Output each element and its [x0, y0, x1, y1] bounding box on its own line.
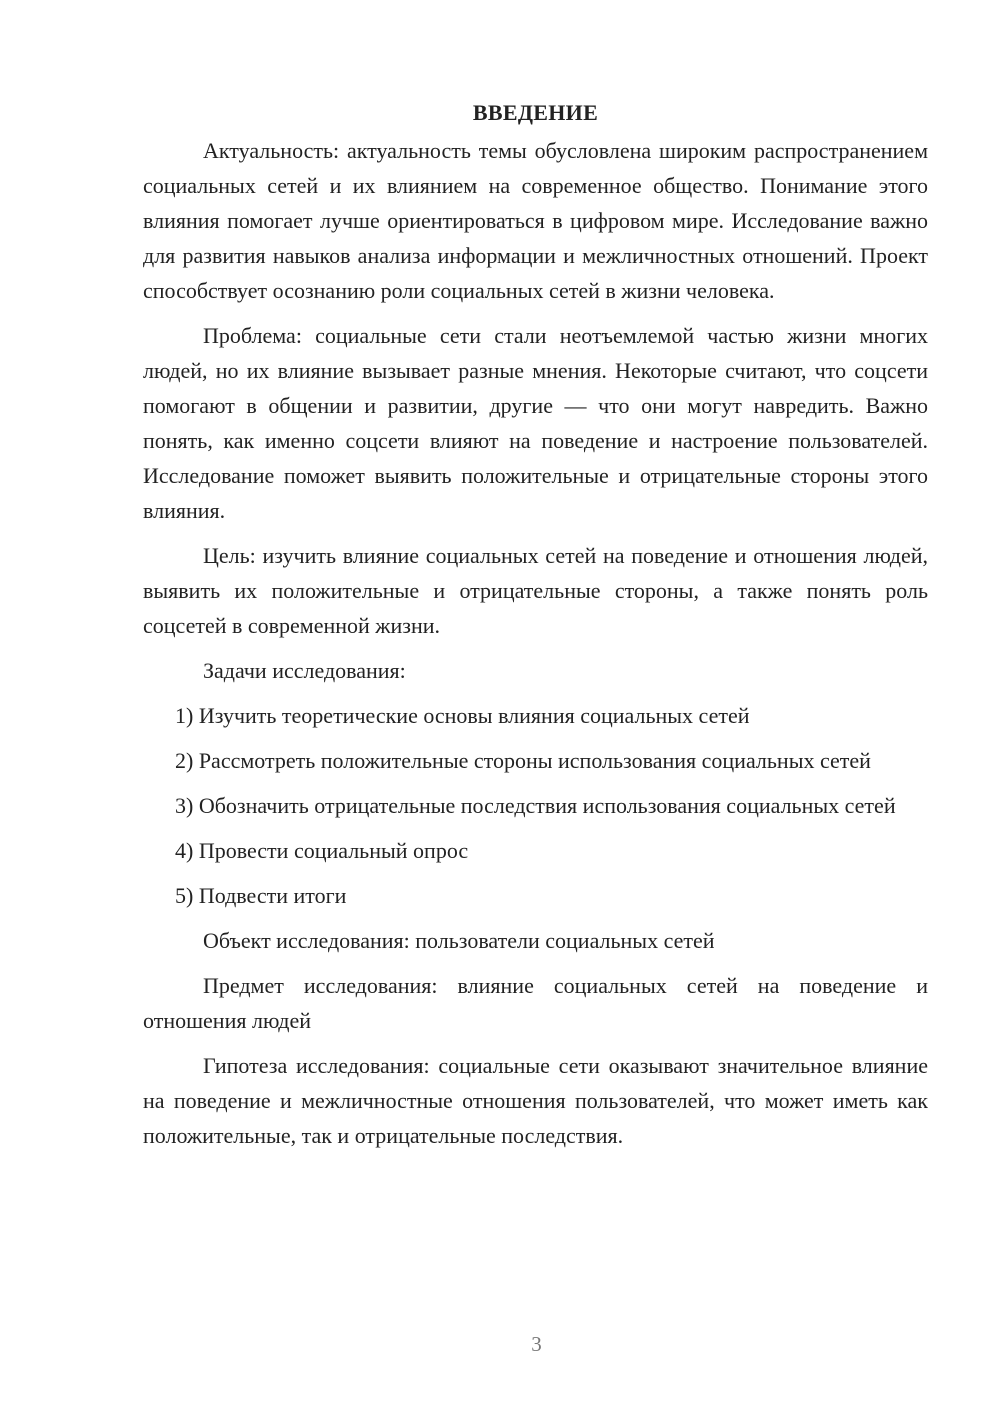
subject-paragraph: Предмет исследования: влияние социальных сетей на поведение и отношения людей: [143, 973, 928, 1033]
task-item-3: 3) Обозначить отрицательные последствия использования социальных сетей: [175, 793, 896, 818]
page-title: ВВЕДЕНИЕ: [472, 100, 599, 125]
hypothesis-paragraph: Гипотеза исследования: социальные сети оказывают значительное влияние на поведение и межличностные отношения пользователей, что может иметь как положительные, так и отрицательные последствия.: [143, 1053, 928, 1148]
task-item-2: 2) Рассмотреть положительные стороны использования социальных сетей: [175, 748, 871, 773]
object-paragraph: Объект исследования: пользователи социальных сетей: [203, 928, 715, 953]
task-item-1: 1) Изучить теоретические основы влияния социальных сетей: [175, 703, 750, 728]
problem-paragraph: Проблема: социальные сети стали неотъемлемой частью жизни многих людей, но их влияние вызывает разные мнения. Некоторые считают, что соцсети помогают в общении и развитии, другие — что они могут навредить. Важно понять, как именно соцсети влияют на поведение и настроение пользователей. Исследование поможет выявить положительные и отрицательные стороны этого влияния.: [143, 323, 928, 523]
relevance-paragraph: Актуальность: актуальность темы обусловлена широким распространением социальных сетей и их влиянием на современное общество. Понимание этого влияния помогает лучше ориентироваться в цифровом мире. Исследование важно для развития навыков анализа информации и межличностных отношений. Проект способствует осознанию роли социальных сетей в жизни человека.: [143, 138, 928, 303]
page-number: 3: [531, 1332, 542, 1356]
tasks-heading: Задачи исследования:: [203, 658, 406, 683]
task-item-5: 5) Подвести итоги: [175, 883, 347, 908]
goal-paragraph: Цель: изучить влияние социальных сетей на поведение и отношения людей, выявить их положительные и отрицательные стороны, а также понять роль соцсетей в современной жизни.: [143, 543, 928, 638]
task-item-4: 4) Провести социальный опрос: [175, 838, 469, 863]
document-body: [143, 95, 928, 1153]
